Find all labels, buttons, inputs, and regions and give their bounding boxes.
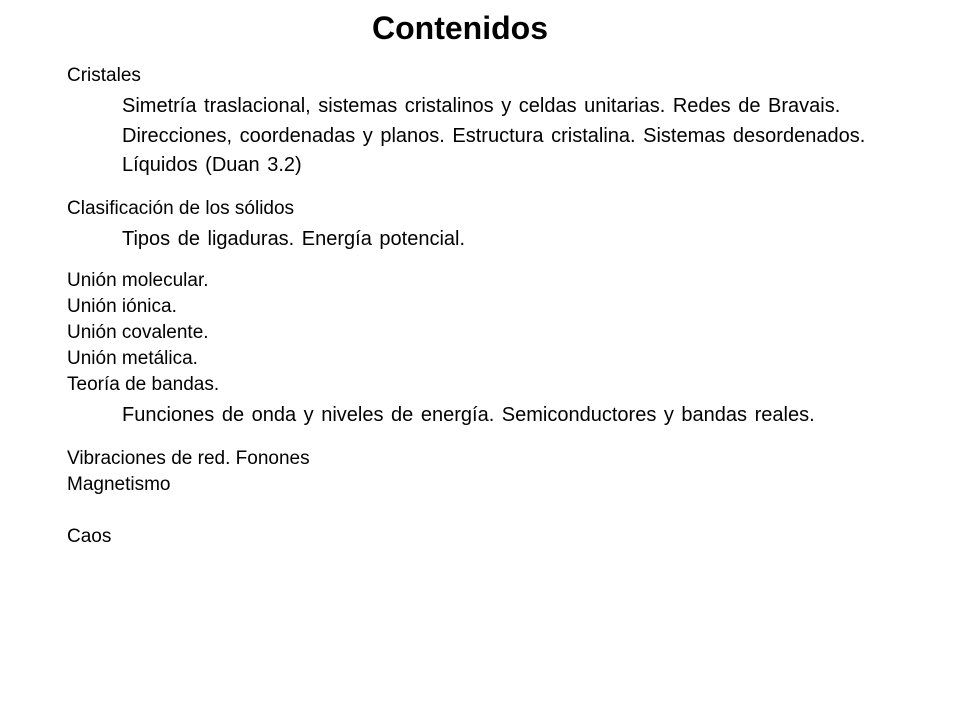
subtopic-cristales-detail: Simetría traslacional, sistemas cristalinos y celdas unitarias. Redes de Bravais. Direcciones, coordenadas y planos. Estructura cristalina. Sistemas desordenados. Líquidos (Duan 3.2) <box>122 95 866 176</box>
spacer <box>67 181 927 196</box>
subtopic-bandas-detail: Funciones de onda y niveles de energía. Semiconductores y bandas reales. <box>122 404 815 426</box>
topic-union-metalica: Unión metálica. <box>67 348 198 369</box>
topic-cristales: Cristales <box>67 65 141 86</box>
topic-teoria-bandas: Teoría de bandas. <box>67 374 220 395</box>
topic-union-ionica: Unión iónica. <box>67 296 177 317</box>
topic-union-molecular: Unión molecular. <box>67 270 209 291</box>
slide-content <box>67 63 927 550</box>
topic-clasificacion: Clasificación de los sólidos <box>67 197 295 219</box>
topic-magnetismo: Magnetismo <box>67 473 171 495</box>
spacer <box>67 254 927 268</box>
topic-vibraciones: Vibraciones de red. Fonones <box>67 447 310 469</box>
spacer <box>67 498 927 524</box>
subtopic-clasificacion-detail: Tipos de ligaduras. Energía potencial. <box>122 227 466 250</box>
topic-union-covalente: Unión covalente. <box>67 322 209 343</box>
topic-caos: Caos <box>67 525 112 547</box>
spacer <box>67 431 927 446</box>
slide-title: Contenidos <box>372 10 548 46</box>
